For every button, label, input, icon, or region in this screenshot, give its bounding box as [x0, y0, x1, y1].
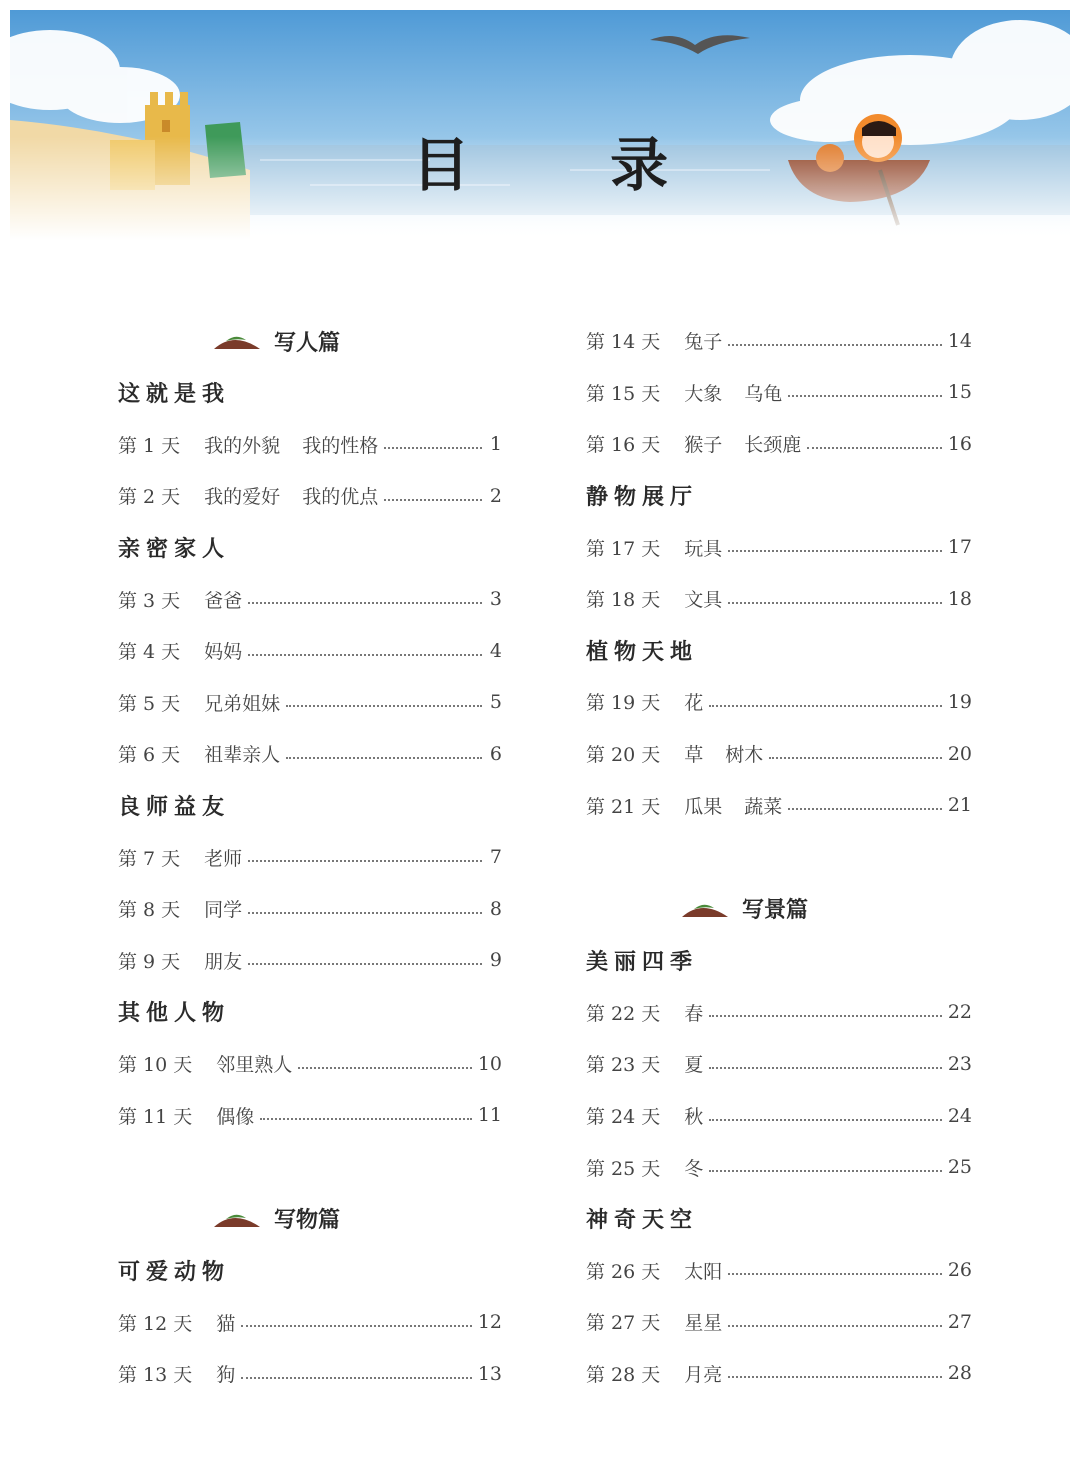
- dot-leader: [286, 757, 482, 759]
- dot-leader: [728, 550, 942, 552]
- dot-leader: [728, 344, 942, 346]
- toc-entry[interactable]: [586, 1348, 972, 1400]
- entry-topics: [684, 430, 805, 457]
- day-label: 第 3 天: [118, 589, 181, 612]
- toc-entry[interactable]: [586, 1245, 972, 1297]
- toc-entry[interactable]: [118, 1348, 502, 1400]
- day-label: 第 8 天: [118, 899, 181, 922]
- entry-topics: [684, 1154, 707, 1181]
- topic-label: 我的爱好: [204, 486, 281, 509]
- page-number: 8: [489, 897, 502, 920]
- dot-leader: [769, 757, 942, 759]
- page-number: 5: [489, 691, 502, 714]
- topic-label: 冬: [684, 1157, 704, 1180]
- dot-leader: [241, 1325, 472, 1327]
- topic-label: 文具: [684, 589, 723, 612]
- entry-topics: [216, 1102, 258, 1129]
- part-heading-label: 写人篇: [274, 330, 341, 356]
- entry-topics: [204, 586, 246, 613]
- category-heading: 亲密家人: [118, 537, 231, 563]
- page-number: 26: [947, 1259, 972, 1282]
- dot-leader: [788, 395, 942, 397]
- dot-leader: [709, 1067, 942, 1069]
- topic-label: 猴子: [684, 434, 723, 457]
- entry-topics: [216, 1309, 239, 1336]
- dot-leader: [248, 602, 482, 604]
- entry-topics: [684, 1257, 726, 1284]
- entry-topics: [684, 999, 707, 1026]
- toc-entry[interactable]: [586, 728, 972, 780]
- spacer: [586, 831, 972, 883]
- dot-leader: [709, 705, 942, 707]
- page-number: 4: [489, 639, 502, 662]
- day-label: 第 21 天: [586, 795, 661, 818]
- day-label: 第 18 天: [586, 589, 661, 612]
- page-number: 14: [947, 329, 972, 352]
- topic-label: 妈妈: [204, 641, 243, 664]
- dot-leader: [286, 705, 482, 707]
- toc-entry[interactable]: [118, 677, 502, 729]
- category-heading: 良师益友: [118, 795, 231, 821]
- page-number: 2: [489, 484, 502, 507]
- part-heading: [118, 1193, 502, 1245]
- dot-leader: [728, 1376, 942, 1378]
- topic-label: 春: [684, 1002, 704, 1025]
- day-label: 第 1 天: [118, 434, 181, 457]
- topic-label: 猫: [216, 1312, 236, 1335]
- topic-label: 狗: [216, 1364, 236, 1387]
- page-number: 21: [947, 794, 972, 817]
- category-heading: 美丽四季: [586, 950, 699, 976]
- day-label: 第 25 天: [586, 1157, 661, 1180]
- day-label: 第 17 天: [586, 537, 661, 560]
- page-number: 6: [489, 742, 502, 765]
- category-heading: 静物展厅: [586, 485, 699, 511]
- toc-entry[interactable]: [586, 987, 972, 1039]
- page-number: 9: [489, 949, 502, 972]
- day-label: 第 10 天: [118, 1054, 193, 1077]
- entry-topics: [204, 689, 284, 716]
- toc-entry[interactable]: [586, 521, 972, 573]
- toc-entry[interactable]: [118, 831, 502, 883]
- page-number: 24: [947, 1104, 972, 1127]
- entry-topics: [204, 740, 284, 767]
- day-label: 第 12 天: [118, 1312, 193, 1335]
- topic-label: 兄弟姐妹: [204, 692, 281, 715]
- part-heading: [586, 883, 972, 935]
- topic-label: 爸爸: [204, 589, 243, 612]
- category-heading: 其他人物: [118, 1001, 231, 1027]
- topic-label: 老师: [204, 847, 243, 870]
- topic-label: 秋: [684, 1106, 704, 1129]
- dot-leader: [807, 447, 942, 449]
- category-heading: 神奇天空: [586, 1208, 699, 1234]
- entry-topics: [204, 844, 246, 871]
- toc-entry[interactable]: [118, 1038, 502, 1090]
- page-number: 27: [947, 1310, 972, 1333]
- day-label: 第 19 天: [586, 692, 661, 715]
- page-number: 16: [947, 432, 972, 455]
- toc-entry[interactable]: [118, 935, 502, 987]
- topic-label: 树木: [725, 744, 764, 767]
- page-number: 22: [947, 1001, 972, 1024]
- day-label: 第 7 天: [118, 847, 181, 870]
- topic-label: 我的优点: [302, 486, 379, 509]
- mound-icon: [214, 331, 260, 351]
- topic-label: 太阳: [684, 1260, 723, 1283]
- topic-label: 邻里熟人: [216, 1054, 293, 1077]
- page-number: 17: [947, 536, 972, 559]
- day-label: 第 11 天: [118, 1105, 193, 1128]
- spacer: [118, 1141, 502, 1193]
- entry-topics: [204, 431, 382, 458]
- dot-leader: [241, 1377, 472, 1379]
- part-heading: [118, 315, 502, 367]
- entry-topics: [684, 379, 786, 406]
- topic-label: 大象: [684, 382, 723, 405]
- page-number: 23: [947, 1052, 972, 1075]
- entry-topics: [684, 740, 767, 767]
- toc-entry[interactable]: [118, 728, 502, 780]
- day-label: 第 5 天: [118, 692, 181, 715]
- topic-label: 乌龟: [744, 382, 783, 405]
- toc-entry[interactable]: [586, 418, 972, 470]
- dot-leader: [709, 1170, 942, 1172]
- toc-entry[interactable]: [586, 676, 972, 728]
- entry-topics: [684, 585, 726, 612]
- entry-topics: [204, 637, 246, 664]
- toc-entry[interactable]: [118, 883, 502, 935]
- dot-leader: [248, 963, 482, 965]
- toc-entry[interactable]: [118, 1089, 502, 1141]
- toc-left-column: [118, 315, 502, 1400]
- dot-leader: [788, 808, 942, 810]
- topic-label: 蔬菜: [744, 795, 783, 818]
- dot-leader: [248, 912, 482, 914]
- dot-leader: [248, 860, 482, 862]
- topic-label: 长颈鹿: [744, 434, 802, 457]
- entry-topics: [204, 482, 382, 509]
- topic-label: 草: [684, 744, 704, 767]
- toc-entry[interactable]: [586, 779, 972, 831]
- day-label: 第 14 天: [586, 331, 661, 354]
- day-label: 第 2 天: [118, 486, 181, 509]
- dot-leader: [709, 1015, 942, 1017]
- topic-label: 星星: [684, 1312, 723, 1335]
- category-heading: 植物天地: [586, 639, 699, 665]
- dot-leader: [248, 654, 482, 656]
- topic-label: 夏: [684, 1054, 704, 1077]
- entry-topics: [684, 1308, 726, 1335]
- topic-label: 花: [684, 692, 704, 715]
- page-number: 28: [947, 1362, 972, 1385]
- day-label: 第 27 天: [586, 1312, 661, 1335]
- topic-label: 朋友: [204, 950, 243, 973]
- page-number: 19: [947, 690, 972, 713]
- entry-topics: [204, 947, 246, 974]
- day-label: 第 22 天: [586, 1002, 661, 1025]
- page-number: 18: [947, 587, 972, 610]
- entry-topics: [684, 1360, 726, 1387]
- dot-leader: [728, 1325, 942, 1327]
- entry-topics: [684, 327, 726, 354]
- page-number: 10: [477, 1052, 502, 1075]
- toc-entry[interactable]: [118, 1297, 502, 1349]
- topic-label: 兔子: [684, 331, 723, 354]
- page-number: 7: [489, 846, 502, 869]
- entry-topics: [204, 895, 246, 922]
- part-heading-label: 写景篇: [742, 898, 809, 924]
- toc-entry[interactable]: [586, 1090, 972, 1142]
- topic-label: 玩具: [684, 537, 723, 560]
- page-number: 20: [947, 742, 972, 765]
- day-label: 第 26 天: [586, 1260, 661, 1283]
- day-label: 第 28 天: [586, 1363, 661, 1386]
- topic-label: 月亮: [684, 1363, 723, 1386]
- toc-right-column: [586, 315, 972, 1399]
- page-number: 3: [489, 588, 502, 611]
- entry-topics: [684, 1050, 707, 1077]
- entry-topics: [684, 688, 707, 715]
- day-label: 第 16 天: [586, 434, 661, 457]
- day-label: 第 13 天: [118, 1364, 193, 1387]
- toc-entry[interactable]: [586, 1296, 972, 1348]
- dot-leader: [384, 499, 482, 501]
- page-number: 11: [477, 1104, 502, 1127]
- topic-label: 我的外貌: [204, 434, 281, 457]
- toc-entry[interactable]: [118, 625, 502, 677]
- day-label: 第 4 天: [118, 641, 181, 664]
- day-label: 第 15 天: [586, 382, 661, 405]
- day-label: 第 9 天: [118, 950, 181, 973]
- page-number: 13: [477, 1362, 502, 1385]
- day-label: 第 20 天: [586, 744, 661, 767]
- page-number: 25: [947, 1156, 972, 1179]
- toc-entry[interactable]: [118, 419, 502, 471]
- entry-topics: [684, 792, 786, 819]
- dot-leader: [728, 1273, 942, 1275]
- page-title: 目 录: [411, 131, 729, 199]
- category-heading: 可爱动物: [118, 1260, 231, 1286]
- topic-label: 我的性格: [302, 434, 379, 457]
- dot-leader: [298, 1067, 472, 1069]
- topic-label: 同学: [204, 899, 243, 922]
- topic-label: 偶像: [216, 1105, 255, 1128]
- category-heading: 这就是我: [118, 382, 231, 408]
- toc-entry[interactable]: [118, 573, 502, 625]
- part-heading-label: 写物篇: [274, 1208, 341, 1234]
- dot-leader: [728, 602, 942, 604]
- page-number: 12: [477, 1311, 502, 1334]
- day-label: 第 24 天: [586, 1106, 661, 1129]
- page-number: 1: [489, 433, 502, 456]
- page-number: 15: [947, 381, 972, 404]
- dot-leader: [384, 447, 482, 449]
- dot-leader: [709, 1119, 942, 1121]
- dot-leader: [260, 1118, 472, 1120]
- toc-entry[interactable]: [586, 367, 972, 419]
- topic-label: 瓜果: [684, 795, 723, 818]
- entry-topics: [216, 1050, 296, 1077]
- day-label: 第 6 天: [118, 744, 181, 767]
- day-label: 第 23 天: [586, 1054, 661, 1077]
- mound-icon: [214, 1209, 260, 1229]
- toc-entry[interactable]: [586, 573, 972, 625]
- toc-entry[interactable]: [118, 470, 502, 522]
- mound-icon: [682, 899, 728, 919]
- entry-topics: [684, 534, 726, 561]
- entry-topics: [684, 1102, 707, 1129]
- toc-entry[interactable]: [586, 1141, 972, 1193]
- entry-topics: [216, 1360, 239, 1387]
- toc-entry[interactable]: [586, 1038, 972, 1090]
- toc-entry[interactable]: [586, 315, 972, 367]
- topic-label: 祖辈亲人: [204, 744, 281, 767]
